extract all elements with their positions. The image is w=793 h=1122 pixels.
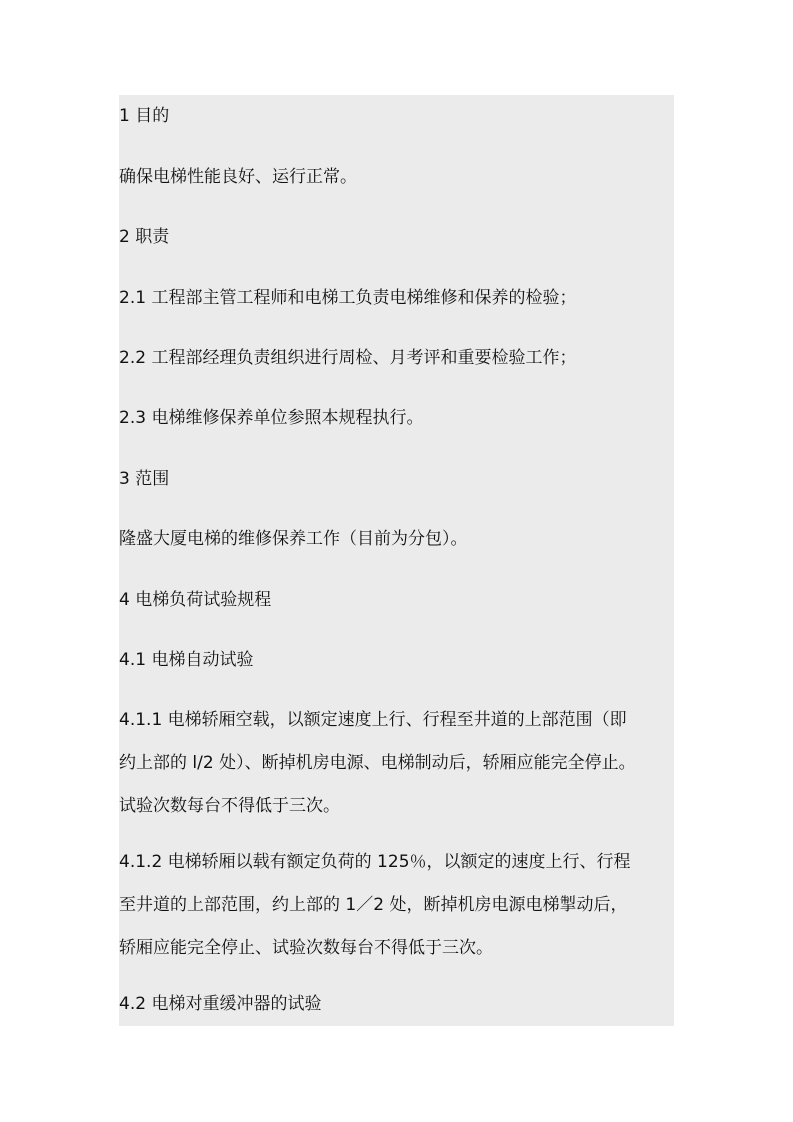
document-content-block [119,95,674,1026]
heading-purpose: 1 目的 [119,106,170,126]
paragraph-4-1-2 [119,841,674,970]
heading-4-1: 4.1 电梯自动试验 [119,650,254,670]
paragraph-2-1: 2.1 工程部主管工程师和电梯工负责电梯维修和保养的检验； [119,288,577,308]
paragraph-4-1-2-line: 4.1.2 电梯轿厢以载有额定负荷的 125％，以额定的速度上行、行程 [119,852,631,872]
heading-4-2: 4.2 电梯对重缓冲器的试验 [119,994,322,1014]
paragraph-scope-text: 隆盛大厦电梯的维修保养工作（目前为分包）。 [119,529,468,549]
heading-responsibilities: 2 职责 [119,227,170,247]
paragraph-2-2: 2.2 工程部经理负责组织进行周检、月考评和重要检验工作； [119,348,577,368]
paragraph-purpose-text: 确保电梯性能良好、运行正常。 [119,167,357,187]
paragraph-4-1-1-line: 4.1.1 电梯轿厢空载，以额定速度上行、行程至井道的上部范围（即 [119,710,627,730]
heading-load-test: 4 电梯负荷试验规程 [119,590,272,610]
paragraph-4-1-1-line: 试验次数每台不得低于三次。 [119,796,340,816]
paragraph-2-3: 2.3 电梯维修保养单位参照本规程执行。 [119,408,424,428]
paragraph-4-1-2-line: 轿厢应能完全停止、试验次数每台不得低于三次。 [119,938,493,958]
paragraph-4-1-1-line: 约上部的 l/2 处）、断掉机房电源、电梯制动后，轿厢应能完全停止。 [119,753,636,773]
paragraph-4-1-1 [119,699,674,828]
heading-scope: 3 范围 [119,469,170,489]
paragraph-4-1-2-line: 至井道的上部范围，约上部的 1／2 处，断掉机房电源电梯掣动后， [119,895,628,915]
